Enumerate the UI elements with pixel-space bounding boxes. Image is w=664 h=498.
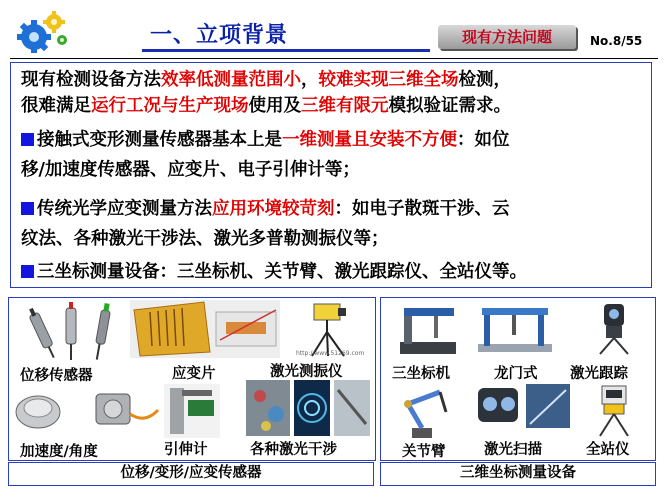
caption-laser-tracker: 激光跟踪 [570,366,628,382]
emphasis-text: 较难实现三维全场 [318,70,459,90]
logo-gears [14,10,70,54]
page-title: 一、立项背景 [150,23,289,48]
caption-strain-gauge: 应变片 [172,366,216,382]
title-underline [142,49,430,52]
emphasis-text: 一维测量且安装不方便 [282,130,457,150]
section-badge: 现有方法问题 [438,25,576,49]
body-text: 现有检测设备方法 [21,70,161,90]
body-text: ， [301,70,319,90]
caption-accelerometer: 加速度/角度 [20,444,98,460]
articulated-arm-image [394,384,454,440]
caption-displacement-sensor: 位移传感器 [20,368,93,384]
body-text: 模拟验证需求。 [388,96,511,116]
caption-total-station: 全站仪 [586,442,630,458]
emphasis-text: 运行工况与生产现场 [91,96,249,116]
paragraph-optical-line2 [21,226,389,252]
total-station-image [592,382,636,438]
bullet-square-icon [21,133,34,146]
page-number: No.8/55 [590,34,643,48]
body-text: 三坐标测量设备：三坐标机、关节臂、激光跟踪仪、全站仪等。 [37,262,527,282]
header-divider [10,58,658,59]
main-text-box [10,62,652,288]
body-text: 检测， [458,70,511,90]
body-text: 纹法、各种激光干涉法、激光多普勒测振仪等； [21,229,389,249]
displacement-sensor-image [22,300,122,362]
bullet-square-icon [21,202,34,215]
body-text: ：如位 [457,130,510,150]
bullet-square-icon [21,265,34,278]
paragraph-intro-line2 [21,93,511,119]
right-panel-footer: 三维坐标测量设备 [380,462,656,486]
caption-extensometer: 引伸计 [164,442,208,458]
paragraph-contact-line1 [21,127,510,153]
paragraph-optical-line1 [21,196,510,222]
emphasis-text: 三维有限元 [301,96,389,116]
paragraph-coordinate-line1 [21,259,527,285]
paragraph-intro-line1 [21,67,511,93]
caption-laser-interference: 各种激光干涉 [250,442,337,458]
accelerometer-image [10,384,160,438]
laser-interference-image [246,380,370,436]
image-watermark: http://www.51269.com [296,350,365,357]
extensometer-image [164,384,220,438]
body-text: 移/加速度传感器、应变片、电子引伸计等； [21,160,360,180]
body-text: ：如电子散斑干涉、云 [334,199,510,219]
caption-laser-vibrometer: 激光测振仪 [270,364,343,380]
laser-tracker-image [594,302,634,356]
emphasis-text: 效率低测量范围小 [161,70,301,90]
paragraph-contact-line2 [21,157,360,183]
caption-cmm: 三坐标机 [392,366,450,382]
body-text: 传统光学应变测量方法 [37,199,212,219]
body-text: 接触式变形测量传感器基本上是 [37,130,282,150]
left-panel-footer: 位移/变形/应变传感器 [8,462,374,486]
cmm-image [396,302,460,358]
caption-articulated-arm: 关节臂 [402,444,446,460]
caption-laser-scanner: 激光扫描 [484,442,542,458]
gantry-image [478,304,552,354]
strain-gauge-image [130,300,280,358]
emphasis-text: 应用环境较苛刻 [212,199,335,219]
laser-scanner-image [478,384,572,434]
caption-gantry: 龙门式 [494,366,538,382]
body-text: 很难满足 [21,96,91,116]
body-text: 使用及 [248,96,301,116]
